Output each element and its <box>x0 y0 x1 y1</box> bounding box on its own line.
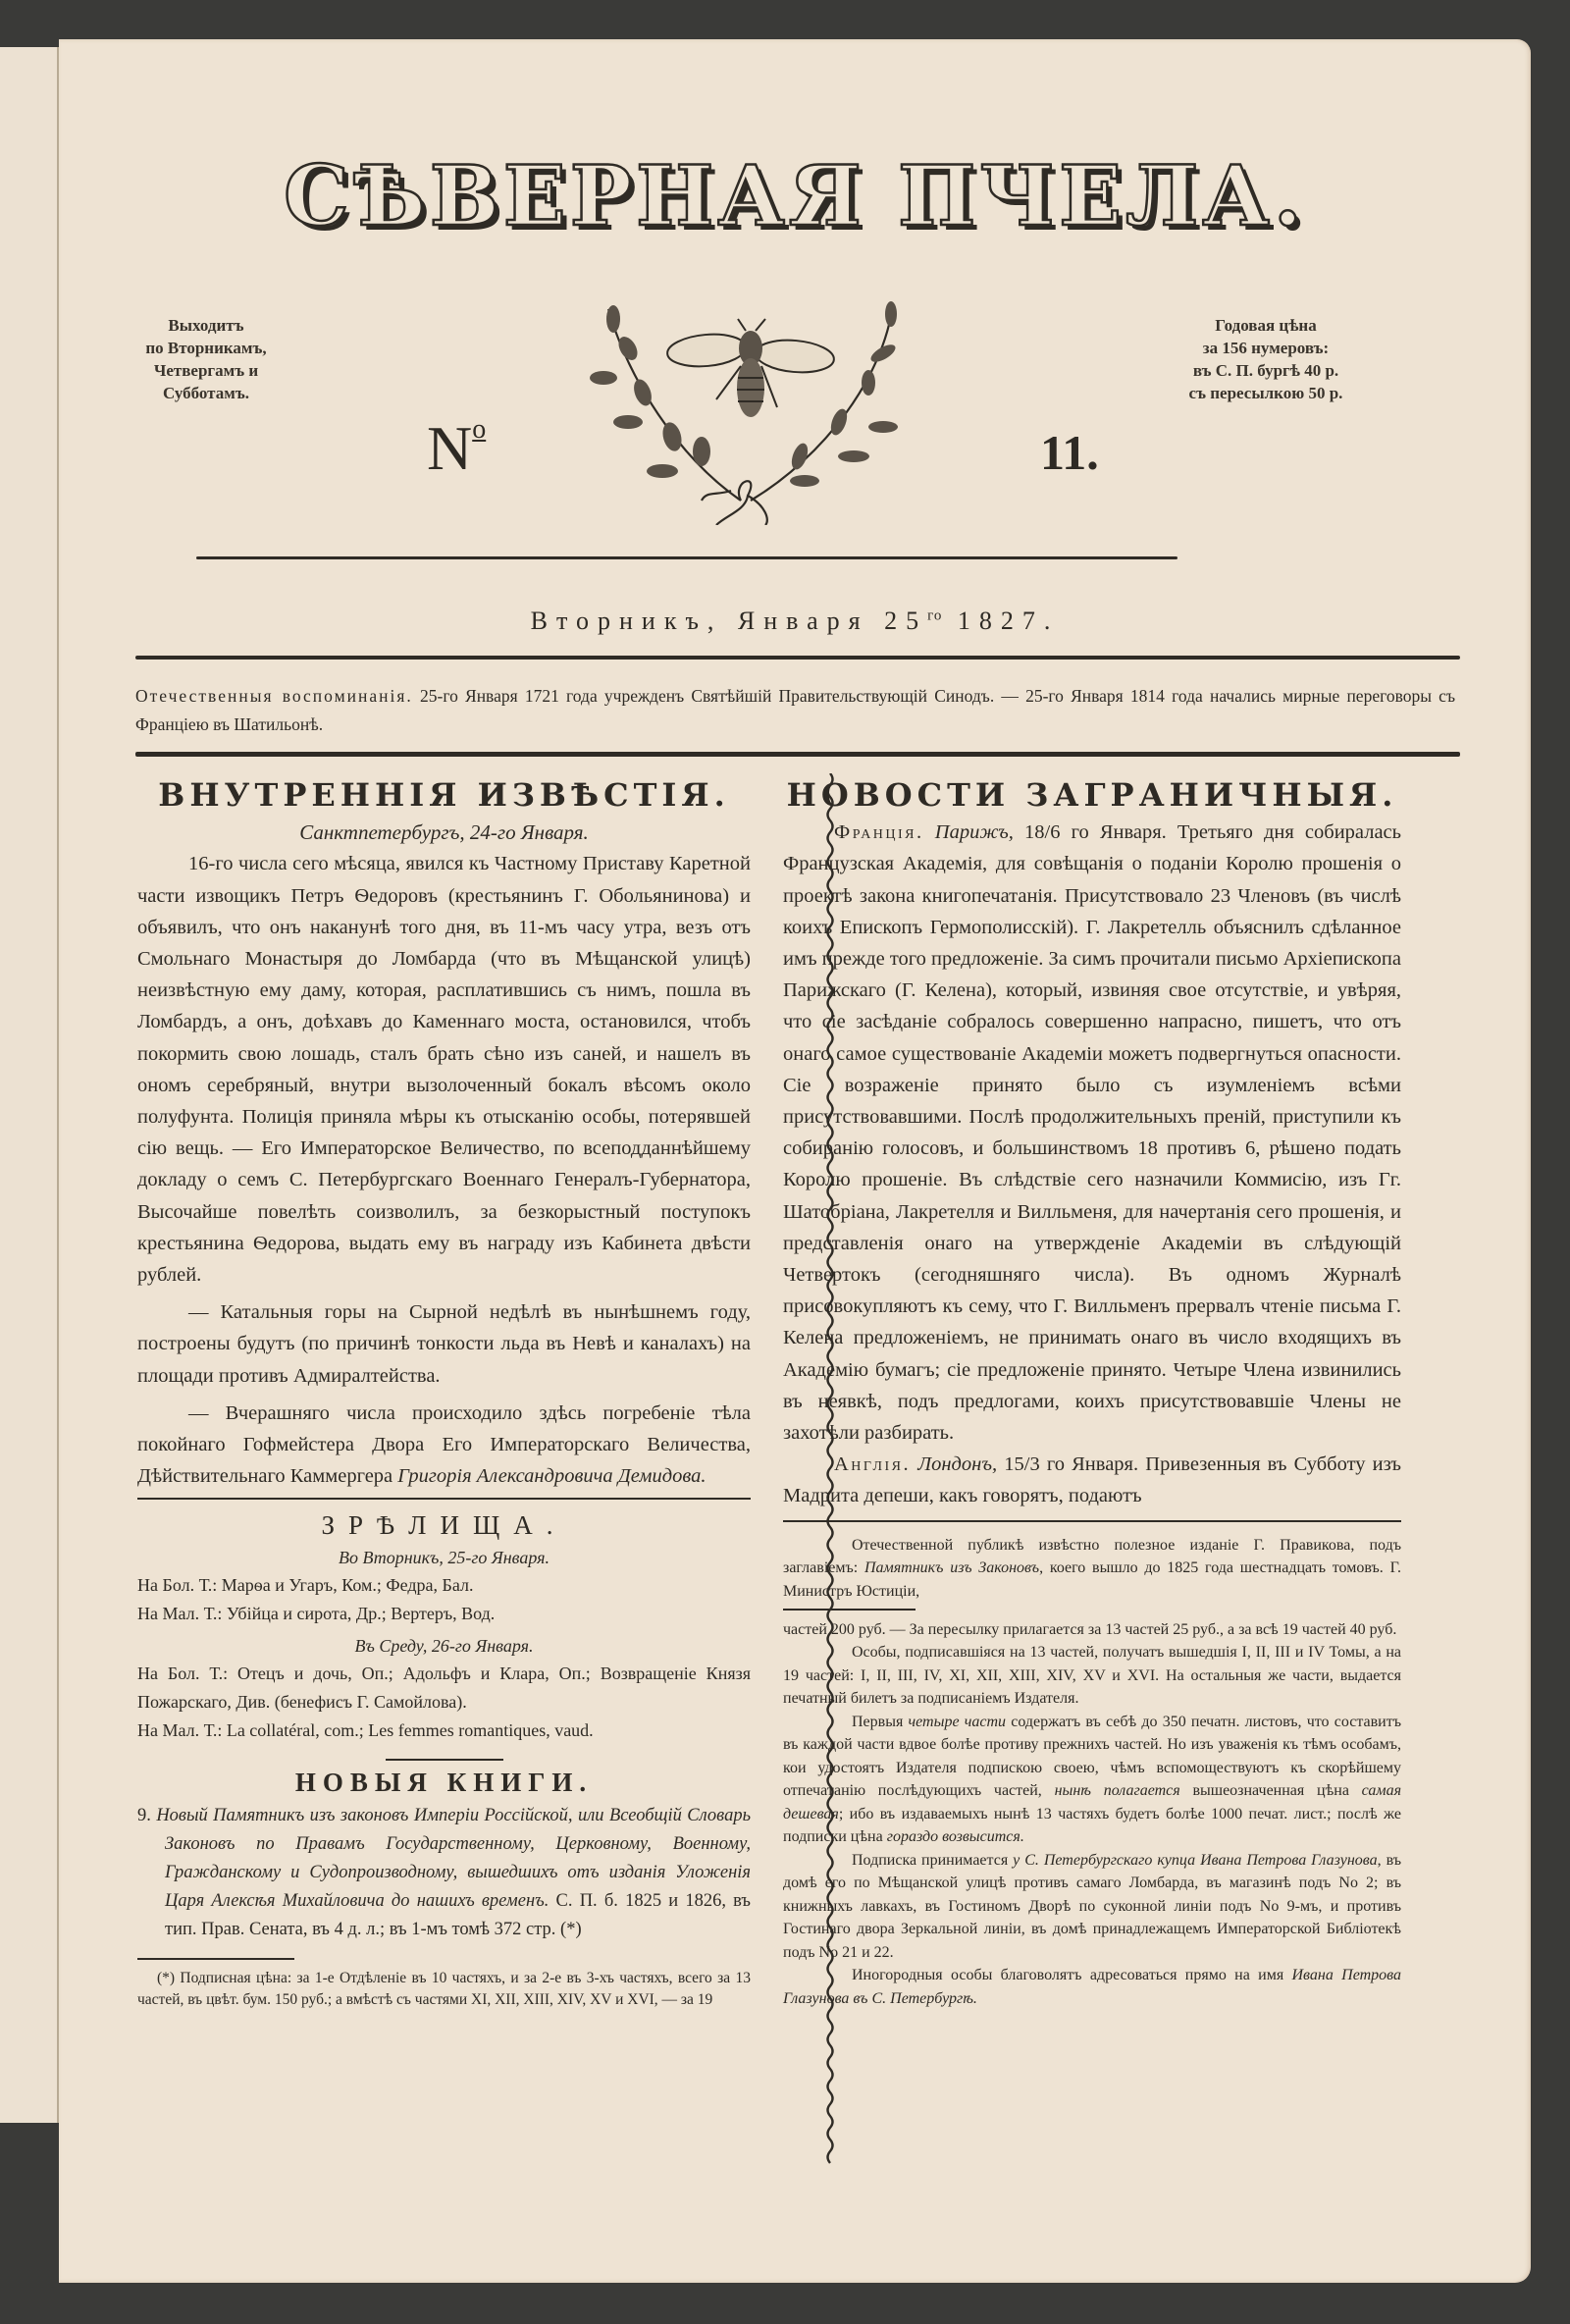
advert-paragraph: Подписка принимается у С. Петербургскаго купца Ивана Петрова Глазунова, въ домѣ его по Мѣщанской улицѣ противъ самаго Ломбарда, въ магазинѣ подъ No 2; въ книжныхъ лавкахъ, въ Гостиномъ Дворѣ по суконной линіи подъ No 9-мъ, и противъ Гостинаго двора Зеркальной линіи, въ домѣ принадлежащемъ Императорской Библіотекѣ подъ No 21 и 22. <box>783 1851 1402 1961</box>
domestic-dateline: Санктпетербургъ, 24-го Января. <box>299 820 589 845</box>
publication-schedule: Выходитъ по Вторникамъ, Четвергамъ и Субботамъ. <box>145 316 267 402</box>
advert-paragraph: Особы, подписавшіяся на 13 частей, получатъ вышедшія I, II, III и IV Томы, а на 19 частей: I, II, III, IV, XI, XII, XIII, XIV, XV и XVI. На остальныя же части, выдается печатный билетъ за подписаніемъ Издателя. <box>783 1644 1401 1708</box>
advert-paragraph: Отечественной публикѣ извѣстно полезное изданіе Г. Правикова, подъ заглавіемъ: Памятникъ изъ Законовъ, коего вышло до 1825 года шестнадцать томовъ. Г. Министръ Юстиціи, <box>783 1536 1402 1600</box>
theatre-listing: На Мал. Т.: Убійца и сирота, Др.; Вертеръ, Вод. <box>137 1603 496 1623</box>
domestic-news-heading: ВНУТРЕННІЯ ИЗВѢСТІЯ. <box>158 776 730 814</box>
left-column <box>137 773 751 2011</box>
domestic-paragraph: — Вчерашняго числа происходило здѣсь погребеніе тѣла покойнаго Гофмейстера Двора Его Императорскаго Величества, Дѣйствительнаго Каммергера Григорія Александровича Демидова. <box>137 1401 751 1488</box>
advert-paragraph: Иногородныя особы благоволятъ адресоваться прямо на имя Ивана Петрова Глазунова въ С. Петербургѣ. <box>783 1967 1401 2007</box>
issue-number: 11. <box>1040 425 1099 480</box>
theatre-day: Въ Среду, 26-го Января. <box>354 1635 534 1656</box>
subscription-price: Годовая цѣна за 156 нумеровъ: въ С. П. бургѣ 40 р. съ пересылкою 50 р. <box>1188 316 1343 402</box>
advert-rule <box>783 1520 1401 1522</box>
theatre-day: Во Вторникъ, 25-го Января. <box>339 1547 550 1567</box>
header-rule-top <box>196 556 1178 559</box>
advert-paragraph: частей 200 руб. — За пересылку прилагается за 13 частей 25 руб., а за всѣ 19 частей 40 руб. <box>783 1620 1397 1638</box>
domestic-paragraph: — Катальныя горы на Сырной недѣлѣ въ нынѣшнемъ году, построены будутъ (по причинѣ тонкости льда въ Невѣ и каналахъ) на площади противъ Адмиралтейства. <box>137 1301 751 1387</box>
france-news: Франція. Парижъ, 18/6 го Января. Третьяго дня собиралась Французская Академія, для совѣщанія о поданіи Королю прошенія о проектѣ закона книгопечатанія. Присутствовало 23 Членовъ (въ числѣ коихъ Епископъ Гермополисскій). Г. Лакретелль объяснилъ сдѣланное имъ прежде того предложеніе. За симъ прочитали письмо Архіепископа Парижскаго (Г. Келена), который, извиняя свое отсутствіе, и увѣряя, что сіе засѣданіе собралось совершенно напрасно, пишетъ, что отъ онаго самое существованіе Академіи можетъ подвергнуться опасности. Сіе возраженіе принято было съ изумленіемъ всѣми присутствовавшими. Послѣ продолжительныхъ преній, приступили къ собиранію голосовъ, и большинствомъ 18 противъ 6, рѣшено подать Королю прошеніе. Въ слѣдствіе сего назначили Коммисію, изъ Гг. Шатобріана, Лакретелля и Вилльменя, для начертанія сего прошенія, и представленія онаго на утвержденіе Академіи въ слѣдующій Четвертокъ (сегодняшняго числа). Въ одномъ Журналѣ присовокупляютъ къ сему, что Г. Вилльменъ прервалъ чтеніе письма Г. Келена предложеніемъ, не принимать онаго въ число входящихъ въ Академію бумагъ; сіе предложеніе принято. Четыре Члена извинились въ неявкѣ, подъ предлогами, коихъ присутствовавшіе Члены не захотѣли разбирать. <box>783 821 1401 1445</box>
numero-sign: $N^o$ <box>427 413 487 483</box>
theatre-listing: На Бол. Т.: Отецъ и дочь, Оп.; Адольфъ и Клара, Оп.; Возвращеніе Князя Пожарскаго, Див. (бенефисъ Г. Самойлова). <box>137 1663 751 1712</box>
domestic-paragraph: 16-го числа сего мѣсяца, явился къ Частному Приставу Каретной части извощикъ Петръ Ѳедоровъ (крестьянинъ Г. Обольянинова) и объявилъ, что онъ наканунѣ того дня, въ 11-мъ часу утра, везъ отъ Смольнаго Монастыря до Ломбарда (что въ Мѣщанской улицѣ) неизвѣстную ему даму, которая, расплатившись съ нимъ, пошла въ Ломбардъ, а онъ, доѣхавъ до Каменнаго моста, остановился, чтобъ покормить свою лошадь, сталъ брать сѣно изъ саней, и нашелъ въ ономъ серебряный, внутри вызолоченный бокалъ вѣсомъ около полуфунта. Полиція приняла мѣры къ отысканію особы, потерявшей сію вещь. — Его Императорское Величество, по всеподданнѣйшему докладу о семъ С. Петербургскаго Военнаго Генералъ-Губернатора, Высочайше повелѣть соизволилъ, за безкорыстный поступокъ крестьянина Ѳедорова, выдать ему въ награду изъ Кабинета двѣсти рублей. <box>137 853 751 1287</box>
right-column <box>783 773 1401 2010</box>
england-news: Англія. Лондонъ, 15/3 го Января. Привезенныя въ Субботу изъ Мадрита депеши, какъ говорятъ, подаютъ <box>783 1453 1401 1507</box>
subscription-footnote: (*) Подписная цѣна: за 1-е Отдѣленіе въ 10 частяхъ, и за 2-е въ 3-хъ частяхъ, всего за 13 частей, въ цвѣт. бум. 150 руб.; а вмѣстѣ съ частями XI, XII, XIII, XIV, XV и XVI, — за 19 <box>137 1969 751 2008</box>
theatre-listing: На Мал. Т.: La collatéral, com.; Les femmes romantiques, vaud. <box>137 1719 594 1740</box>
advert-inner-rule <box>783 1609 916 1611</box>
masthead-title: СѢВЕРНАЯ ПЧЕЛА. <box>283 147 1307 244</box>
theatre-heading: ЗРѢЛИЩА. <box>321 1510 567 1541</box>
divider <box>386 1759 503 1761</box>
footnote-rule <box>137 1958 294 1960</box>
national-memories: Отечественныя воспоминанія. 25-го Января 1721 года учрежденъ Святѣйшій Правительствующій Синодъ. — 25-го Января 1814 года начались мирные переговоры съ Франціею въ Шатильонѣ. <box>135 686 1455 734</box>
advertisement <box>783 1534 1401 2011</box>
issue-date: Вторникъ, Января $25^{го}$ 1827. <box>530 607 1060 635</box>
theatre-listing: На Бол. Т.: Марѳа и Угаръ, Ком.; Федра, Бал. <box>137 1574 474 1595</box>
divider <box>137 1498 751 1500</box>
header-rule-bottom <box>135 656 1460 660</box>
advert-paragraph: Первыя четыре части содержатъ въ себѣ до 350 печатн. листовъ, что составитъ въ каждой части вдвое болѣе противу прежнихъ частей. Но изъ уваженія къ тѣмъ особамъ, кои удостоятъ Издателя подпискою своею, чѣмъ вспомоществуютъ къ скорѣйшему отпечатанію послѣдующихъ частей, нынѣ полагается вышеозначенная цѣна самая дешевая; ибо въ издаваемыхъ нынѣ 13 частяхъ будетъ болѣе 1000 печат. лист.; послѣ же подписки цѣна гораздо возвысится. <box>783 1713 1402 1846</box>
newspaper-page <box>59 39 1531 2283</box>
foreign-news-heading: НОВОСТИ ЗАГРАНИЧНЫЯ. <box>786 776 1398 814</box>
previous-page-edge <box>0 47 59 2123</box>
section-rule <box>135 752 1460 757</box>
book-entry: 9. Новый Памятникъ изъ законовъ Имперіи Россійской, или Всеобщій Словарь Законовъ по Правамъ Государственному, Церковному, Военному, Гражданскому и Судопроизводному, вышедшихъ отъ изданія Уложенія Царя Алексѣя Михайловича до нашихъ временъ. С. П. б. 1825 и 1826, въ тип. Прав. Сената, въ 4 д. л.; въ 1-мъ томѣ 372 стр. (*) <box>137 1805 751 1939</box>
bee-wreath-emblem-icon <box>569 290 922 525</box>
new-books-heading: НОВЫЯ КНИГИ. <box>294 1767 594 1797</box>
